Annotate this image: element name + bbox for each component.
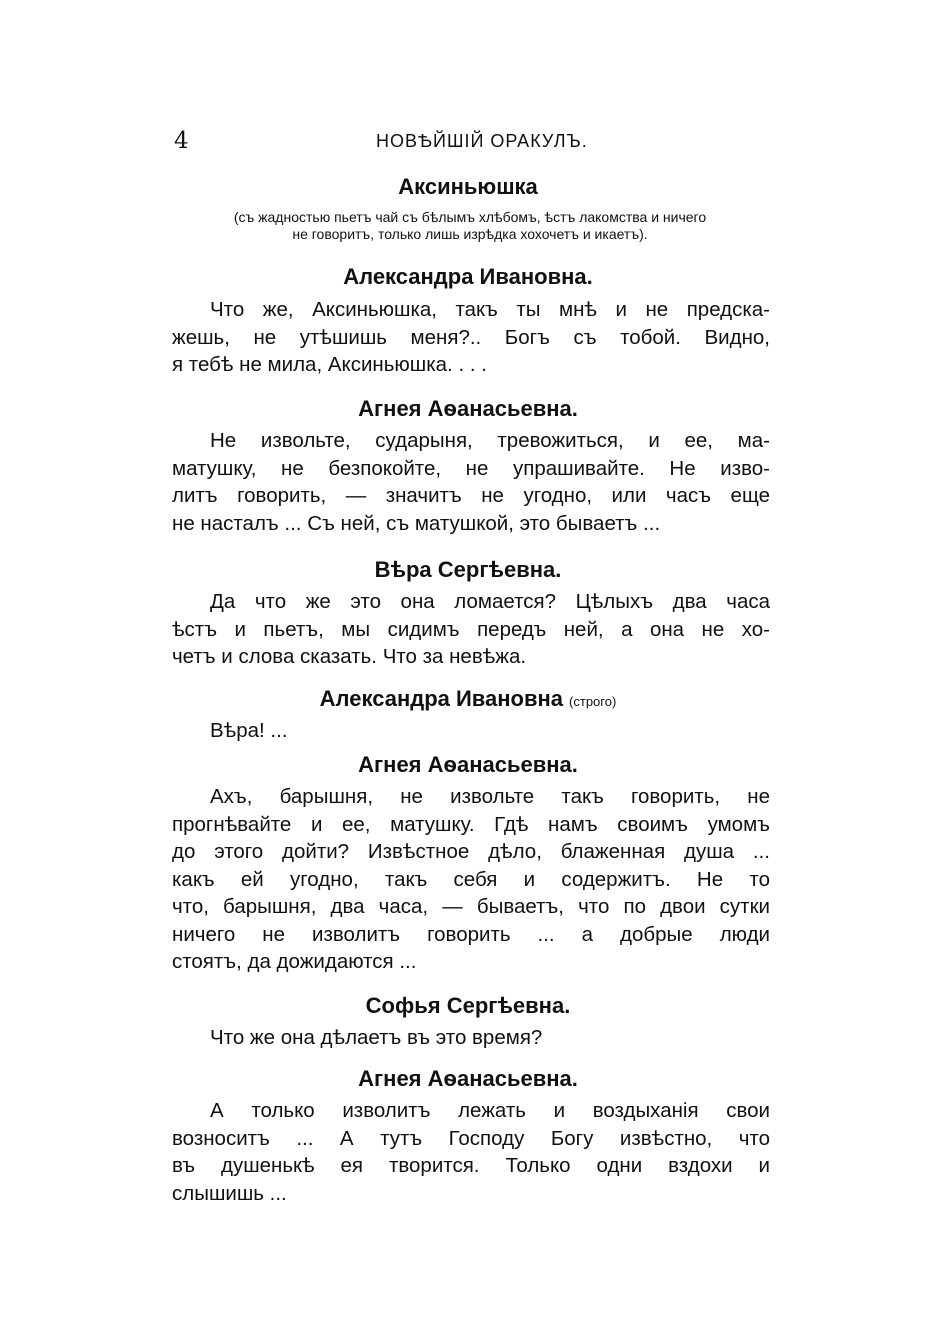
speaker-note: (строго) bbox=[569, 694, 617, 709]
speech-line: стоятъ, да дожидаются ... bbox=[172, 950, 417, 973]
speech-paragraph bbox=[172, 588, 770, 671]
speech-line: Вѣра! ... bbox=[210, 719, 288, 742]
speech-line: Ахъ, барышня, не извольте такъ говорить, не bbox=[210, 785, 770, 808]
stage-direction-line: не говоритъ, только лишь изрѣдка хохочетъ и икаетъ). bbox=[292, 226, 648, 242]
speech-line: матушку, не безпокойте, не упрашивайте. Не изво- bbox=[172, 456, 770, 480]
stage-direction-line: (съ жадностью пьетъ чай съ бѣлымъ хлѣбомъ, ѣстъ лакомства и ничего bbox=[233, 209, 707, 225]
speech-line: въ душенькѣ ея творится. Только одни вздохи и bbox=[172, 1154, 770, 1177]
stage-direction bbox=[170, 209, 770, 243]
speech-line: прогнѣвайте и ее, матушку. Гдѣ намъ своимъ умомъ bbox=[172, 812, 770, 836]
speech-line: Не извольте, сударыня, тревожиться, и ее, ма- bbox=[210, 429, 770, 452]
speech-line: Да что же это она ломается? Цѣлыхъ два часа bbox=[210, 590, 770, 613]
speaker-name: Агнея Аѳанасьевна. bbox=[358, 396, 578, 421]
speaker-name: Агнея Аѳанасьевна. bbox=[358, 1066, 578, 1091]
speech-line: Что же она дѣлаетъ въ это время? bbox=[210, 1026, 543, 1049]
speaker-name: Софья Сергѣевна. bbox=[365, 993, 571, 1018]
speech-line: литъ говорить, — значитъ не угодно, или часъ еще bbox=[172, 484, 770, 507]
speech-line: жешь, не утѣшишь меня?.. Богъ съ тобой. Видно, bbox=[172, 325, 770, 349]
speech-line: Что же, Аксиньюшка, такъ ты мнѣ и не предска- bbox=[210, 298, 770, 321]
speech-line: что, барышня, два часа, — бываетъ, что по двои сутки bbox=[172, 895, 770, 918]
running-title: НОВѢЙШІЙ ОРАКУЛЪ. bbox=[376, 131, 588, 151]
page-header bbox=[0, 128, 936, 158]
speech-line: я тебѣ не мила, Аксиньюшка. . . . bbox=[172, 353, 487, 376]
speech-paragraph bbox=[172, 783, 770, 976]
speaker-name: Аксиньюшка bbox=[398, 174, 538, 199]
speech-line: какъ ей угодно, такъ себя и содержитъ. Не то bbox=[172, 867, 770, 891]
speaker-name bbox=[0, 686, 936, 712]
speech-paragraph bbox=[172, 296, 770, 379]
speaker-name: Александра Ивановна. bbox=[343, 264, 593, 289]
speech-line: слышишь ... bbox=[172, 1181, 287, 1205]
speech-line: не насталъ ... Съ ней, съ матушкой, это бываетъ ... bbox=[172, 511, 661, 535]
speech-paragraph bbox=[172, 1024, 770, 1052]
speaker-name: Вѣра Сергѣевна. bbox=[374, 557, 562, 582]
speech-paragraph bbox=[172, 427, 770, 537]
speech-line: до этого дойти? Извѣстное дѣло, блаженная душа ... bbox=[172, 840, 770, 863]
speaker-name-text: Александра Ивановна bbox=[319, 686, 564, 711]
page-number: 4 bbox=[174, 128, 189, 154]
speech-line: четъ и слова сказать. Что за невѣжа. bbox=[172, 645, 527, 668]
speech-paragraph bbox=[172, 717, 770, 745]
speech-paragraph bbox=[172, 1097, 770, 1207]
speech-line: ничего не изволитъ говорить ... а добрые люди bbox=[172, 922, 770, 946]
speech-line: возноситъ ... А тутъ Господу Богу извѣстно, что bbox=[172, 1126, 770, 1150]
speech-line: ѣстъ и пьетъ, мы сидимъ передъ ней, а она не хо- bbox=[172, 617, 770, 641]
speech-line: А только изволитъ лежать и воздыханія свои bbox=[210, 1099, 770, 1122]
speaker-name: Агнея Аѳанасьевна. bbox=[358, 752, 578, 777]
